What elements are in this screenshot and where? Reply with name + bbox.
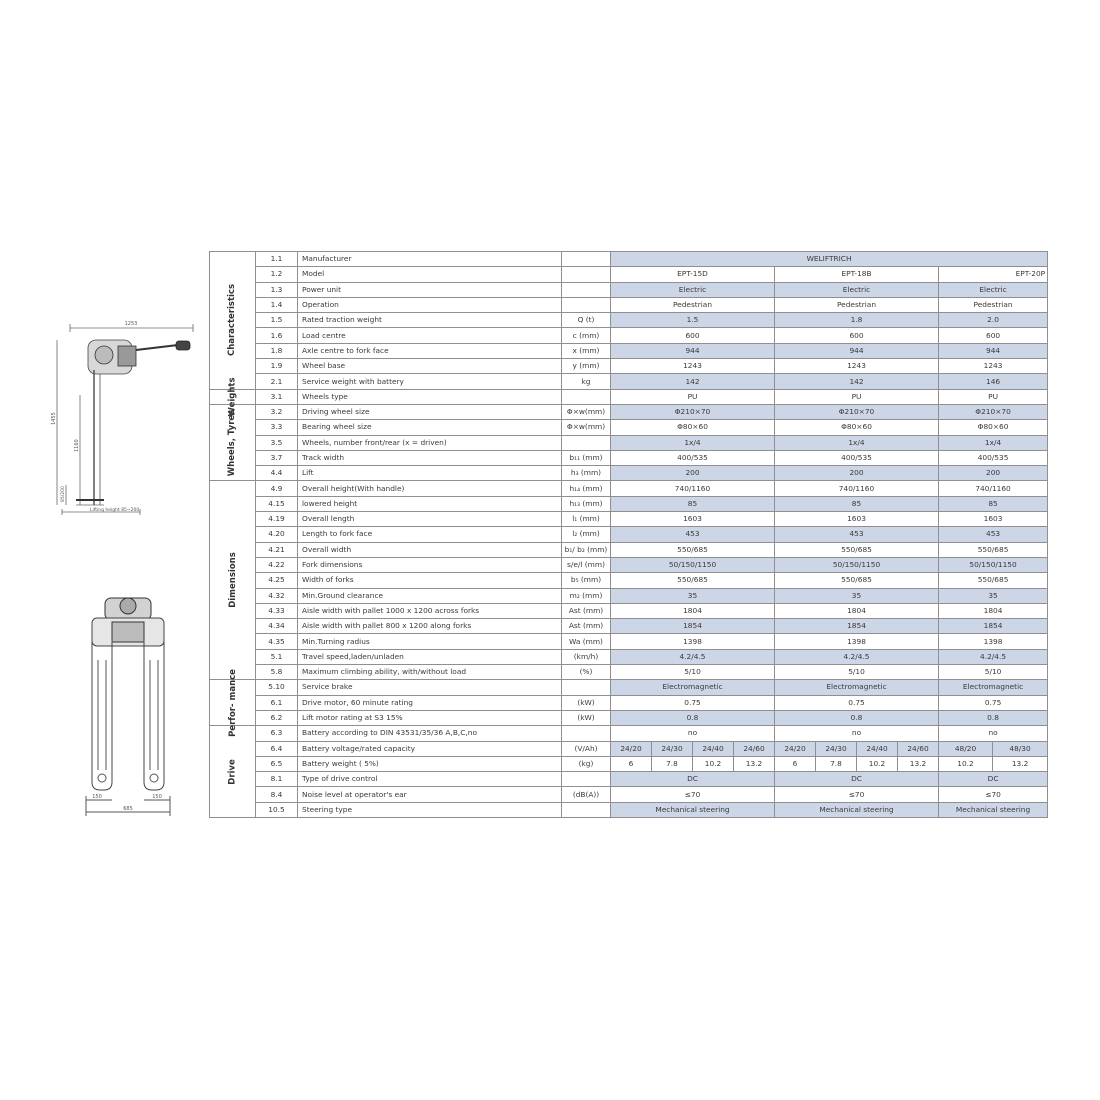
spec-value: 600 — [775, 328, 939, 343]
spec-value: no — [939, 726, 1048, 741]
row-number: 3.7 — [256, 450, 298, 465]
spec-value: 142 — [611, 374, 775, 389]
row-unit: b₅ (mm) — [562, 573, 611, 588]
row-number: 6.4 — [256, 741, 298, 756]
spec-row — [210, 603, 1048, 618]
spec-row — [210, 527, 1048, 542]
spec-row — [210, 435, 1048, 450]
row-number: 5.8 — [256, 665, 298, 680]
spec-value: 35 — [775, 588, 939, 603]
spec-value: 740/1160 — [775, 481, 939, 496]
row-label: Width of forks — [298, 573, 562, 588]
row-unit: c (mm) — [562, 328, 611, 343]
row-number: 6.3 — [256, 726, 298, 741]
row-label: Lift — [298, 466, 562, 481]
spec-row — [210, 374, 1048, 389]
spec-value: 550/685 — [939, 542, 1048, 557]
spec-row — [210, 420, 1048, 435]
spec-value: 4.2/4.5 — [611, 649, 775, 664]
row-unit: b₁₁ (mm) — [562, 450, 611, 465]
spec-row — [210, 328, 1048, 343]
front-view-drawing — [86, 598, 170, 816]
spec-value: 400/535 — [775, 450, 939, 465]
row-unit — [562, 802, 611, 817]
row-label: Operation — [298, 297, 562, 312]
row-label: Driving wheel size — [298, 404, 562, 419]
row-number: 4.4 — [256, 466, 298, 481]
group-label-cell — [210, 252, 256, 390]
row-unit: Ast (mm) — [562, 619, 611, 634]
row-number: 1.2 — [256, 267, 298, 282]
manufacturer-value: WELIFTRICH — [611, 252, 1048, 267]
spec-value: 4.2/4.5 — [775, 649, 939, 664]
group-label: Weights — [227, 377, 238, 417]
row-label: Aisle width with pallet 1000 x 1200 across forks — [298, 603, 562, 618]
spec-row — [210, 389, 1048, 404]
spec-row — [210, 267, 1048, 282]
spec-value: Electric — [775, 282, 939, 297]
row-number: 8.1 — [256, 772, 298, 787]
row-unit: (kg) — [562, 756, 611, 771]
spec-value: 400/535 — [939, 450, 1048, 465]
spec-row — [210, 466, 1048, 481]
row-unit: l₁ (mm) — [562, 512, 611, 527]
spec-value: 50/150/1150 — [939, 557, 1048, 572]
row-unit: Q (t) — [562, 313, 611, 328]
spec-value: 13.2 — [734, 756, 775, 771]
row-unit: l₂ (mm) — [562, 527, 611, 542]
row-label: Wheels, number front/rear (x = driven) — [298, 435, 562, 450]
spec-value: 944 — [939, 343, 1048, 358]
row-unit: h₁₄ (mm) — [562, 481, 611, 496]
row-unit: (V/Ah) — [562, 741, 611, 756]
row-unit: Wa (mm) — [562, 634, 611, 649]
spec-value: 453 — [775, 527, 939, 542]
row-number: 1.9 — [256, 359, 298, 374]
spec-row — [210, 557, 1048, 572]
row-unit — [562, 267, 611, 282]
spec-value: 0.8 — [611, 710, 775, 725]
side-view-drawing — [57, 324, 193, 515]
spec-value: Mechanical steering — [775, 802, 939, 817]
spec-value: 1243 — [939, 359, 1048, 374]
row-label: Travel speed,laden/unladen — [298, 649, 562, 664]
model-value: EPT-18B — [775, 267, 939, 282]
row-label: Service weight with battery — [298, 374, 562, 389]
spec-value: no — [775, 726, 939, 741]
row-unit: Φ×w(mm) — [562, 420, 611, 435]
spec-value: 48/20 — [939, 741, 993, 756]
row-number: 4.33 — [256, 603, 298, 618]
spec-value: Mechanical steering — [611, 802, 775, 817]
side-dim-low: 85/200 — [61, 486, 66, 502]
spec-value: DC — [775, 772, 939, 787]
spec-value: 1398 — [611, 634, 775, 649]
spec-row — [210, 741, 1048, 756]
group-label-cell — [210, 404, 256, 480]
spec-value: no — [611, 726, 775, 741]
row-label: Type of drive control — [298, 772, 562, 787]
spec-value: 1854 — [939, 619, 1048, 634]
spec-value: Φ210×70 — [939, 404, 1048, 419]
row-number: 6.1 — [256, 695, 298, 710]
row-number: 2.1 — [256, 374, 298, 389]
spec-value: 5/10 — [611, 665, 775, 680]
spec-row — [210, 726, 1048, 741]
spec-row — [210, 512, 1048, 527]
spec-value: Pedestrian — [939, 297, 1048, 312]
spec-value: Pedestrian — [611, 297, 775, 312]
spec-value: 0.8 — [939, 710, 1048, 725]
row-label: Bearing wheel size — [298, 420, 562, 435]
row-number: 5.10 — [256, 680, 298, 695]
spec-value: Φ80×60 — [775, 420, 939, 435]
spec-value: 1.8 — [775, 313, 939, 328]
spec-value: 1x/4 — [939, 435, 1048, 450]
spec-value: Electromagnetic — [939, 680, 1048, 695]
row-label: Aisle width with pallet 800 x 1200 along forks — [298, 619, 562, 634]
spec-row — [210, 695, 1048, 710]
row-label: Power unit — [298, 282, 562, 297]
row-label: Lift motor rating at S3 15% — [298, 710, 562, 725]
row-unit: (dB(A)) — [562, 787, 611, 802]
row-number: 4.20 — [256, 527, 298, 542]
spec-value: 1x/4 — [775, 435, 939, 450]
spec-value: 5/10 — [775, 665, 939, 680]
group-label-cell — [210, 668, 256, 737]
spec-value: 1804 — [611, 603, 775, 618]
row-unit: Ast (mm) — [562, 603, 611, 618]
spec-value: 740/1160 — [611, 481, 775, 496]
spec-value: 5/10 — [939, 665, 1048, 680]
group-label-cell — [210, 377, 256, 417]
spec-value: 24/20 — [611, 741, 652, 756]
row-label: Battery voltage/rated capacity — [298, 741, 562, 756]
spec-value: 550/685 — [939, 573, 1048, 588]
row-label: Min.Ground clearance — [298, 588, 562, 603]
spec-row — [210, 619, 1048, 634]
row-number: 1.1 — [256, 252, 298, 267]
row-unit: (km/h) — [562, 649, 611, 664]
spec-value: 85 — [939, 496, 1048, 511]
row-unit: (kW) — [562, 710, 611, 725]
spec-value: 400/535 — [611, 450, 775, 465]
group-label-cell — [210, 726, 256, 818]
spec-value: 944 — [775, 343, 939, 358]
spec-value: 0.75 — [611, 695, 775, 710]
row-unit: m₂ (mm) — [562, 588, 611, 603]
spec-value: 453 — [611, 527, 775, 542]
spec-row — [210, 313, 1048, 328]
row-unit: s/e/l (mm) — [562, 557, 611, 572]
spec-value: 50/150/1150 — [775, 557, 939, 572]
spec-value: Φ80×60 — [611, 420, 775, 435]
row-number: 1.5 — [256, 313, 298, 328]
row-unit: h₁₃ (mm) — [562, 496, 611, 511]
row-unit — [562, 726, 611, 741]
row-number: 3.2 — [256, 404, 298, 419]
spec-value: 24/20 — [775, 741, 816, 756]
spec-row — [210, 787, 1048, 802]
spec-value: 85 — [775, 496, 939, 511]
spec-value: 142 — [775, 374, 939, 389]
spec-value: 550/685 — [775, 542, 939, 557]
row-unit: y (mm) — [562, 359, 611, 374]
row-unit: b₁/ b₂ (mm) — [562, 542, 611, 557]
group-label: Characteristics — [227, 284, 238, 357]
row-number: 8.4 — [256, 787, 298, 802]
spec-value: Electromagnetic — [611, 680, 775, 695]
model-value: EPT-20P — [939, 267, 1048, 282]
spec-value: 24/60 — [734, 741, 775, 756]
row-number: 6.2 — [256, 710, 298, 725]
spec-value: 48/30 — [993, 741, 1048, 756]
lifting-height-label: Lifting height 85~200 — [90, 508, 140, 513]
spec-value: PU — [775, 389, 939, 404]
row-number: 4.22 — [256, 557, 298, 572]
spec-value: 10.2 — [939, 756, 993, 771]
spec-row — [210, 680, 1048, 695]
spec-row — [210, 252, 1048, 267]
row-label: Drive motor, 60 minute rating — [298, 695, 562, 710]
spec-row — [210, 282, 1048, 297]
spec-value: 24/40 — [857, 741, 898, 756]
spec-value: 7.8 — [816, 756, 857, 771]
row-label: Manufacturer — [298, 252, 562, 267]
spec-row — [210, 542, 1048, 557]
row-label: Axle centre to fork face — [298, 343, 562, 358]
spec-row — [210, 710, 1048, 725]
spec-value: 10.2 — [693, 756, 734, 771]
row-label: Noise level at operator's ear — [298, 787, 562, 802]
spec-value: 1854 — [775, 619, 939, 634]
spec-value: 10.2 — [857, 756, 898, 771]
row-number: 3.3 — [256, 420, 298, 435]
front-dim-right: 150 — [152, 794, 162, 800]
row-number: 3.5 — [256, 435, 298, 450]
row-label: lowered height — [298, 496, 562, 511]
spec-value: 0.75 — [775, 695, 939, 710]
row-label: Battery weight ( 5%) — [298, 756, 562, 771]
row-number: 1.8 — [256, 343, 298, 358]
front-dim-width: 685 — [123, 806, 133, 812]
spec-row — [210, 404, 1048, 419]
spec-value: Pedestrian — [775, 297, 939, 312]
spec-row — [210, 756, 1048, 771]
spec-value: 1603 — [939, 512, 1048, 527]
row-number: 6.5 — [256, 756, 298, 771]
row-number: 4.15 — [256, 496, 298, 511]
spec-value: Electric — [611, 282, 775, 297]
spec-value: 1x/4 — [611, 435, 775, 450]
spec-value: 550/685 — [611, 542, 775, 557]
spec-value: 200 — [939, 466, 1048, 481]
spec-value: 600 — [611, 328, 775, 343]
spec-row — [210, 496, 1048, 511]
spec-value: 1854 — [611, 619, 775, 634]
front-dim-left: 150 — [92, 794, 102, 800]
group-label: Perfor- mance — [227, 668, 238, 737]
spec-value: 1603 — [611, 512, 775, 527]
spec-row — [210, 359, 1048, 374]
row-unit — [562, 389, 611, 404]
spec-value: 1.5 — [611, 313, 775, 328]
row-label: Service brake — [298, 680, 562, 695]
spec-value: Electromagnetic — [775, 680, 939, 695]
row-number: 4.21 — [256, 542, 298, 557]
spec-value: 550/685 — [611, 573, 775, 588]
spec-value: 1603 — [775, 512, 939, 527]
row-unit — [562, 282, 611, 297]
spec-row — [210, 297, 1048, 312]
spec-value: 24/30 — [652, 741, 693, 756]
spec-value: 6 — [611, 756, 652, 771]
spec-row — [210, 772, 1048, 787]
side-dim-height-a: 1455 — [51, 412, 57, 425]
row-label: Overall height(With handle) — [298, 481, 562, 496]
spec-value: 740/1160 — [939, 481, 1048, 496]
spec-value: DC — [939, 772, 1048, 787]
row-label: Min.Turning radius — [298, 634, 562, 649]
row-number: 1.4 — [256, 297, 298, 312]
spec-row — [210, 649, 1048, 664]
row-unit — [562, 435, 611, 450]
spec-value: 600 — [939, 328, 1048, 343]
spec-row — [210, 343, 1048, 358]
spec-value: 453 — [939, 527, 1048, 542]
spec-value: ≤70 — [611, 787, 775, 802]
group-label: Dimensions — [227, 552, 238, 609]
spec-value: 24/30 — [816, 741, 857, 756]
spec-value: 1804 — [939, 603, 1048, 618]
row-number: 4.25 — [256, 573, 298, 588]
spec-value: 4.2/4.5 — [939, 649, 1048, 664]
spec-value: ≤70 — [939, 787, 1048, 802]
side-dim-top: 1253 — [124, 321, 138, 327]
row-number: 4.34 — [256, 619, 298, 634]
spec-value: Φ80×60 — [939, 420, 1048, 435]
spec-value: 35 — [611, 588, 775, 603]
spec-value: 200 — [775, 466, 939, 481]
spec-value: 1243 — [775, 359, 939, 374]
spec-value: 50/150/1150 — [611, 557, 775, 572]
group-label: Drive — [227, 758, 238, 785]
row-label: Length to fork face — [298, 527, 562, 542]
spec-value: 0.75 — [939, 695, 1048, 710]
row-label: Track width — [298, 450, 562, 465]
spec-value: Φ210×70 — [775, 404, 939, 419]
spec-value: Electric — [939, 282, 1048, 297]
spec-value: 7.8 — [652, 756, 693, 771]
row-number: 4.19 — [256, 512, 298, 527]
row-label: Overall width — [298, 542, 562, 557]
spec-value: PU — [939, 389, 1048, 404]
spec-value: 6 — [775, 756, 816, 771]
row-unit — [562, 297, 611, 312]
spec-row — [210, 450, 1048, 465]
spec-value: 146 — [939, 374, 1048, 389]
spec-value: 35 — [939, 588, 1048, 603]
row-number: 3.1 — [256, 389, 298, 404]
spec-value: 24/40 — [693, 741, 734, 756]
row-unit — [562, 772, 611, 787]
spec-value: ≤70 — [775, 787, 939, 802]
model-value: EPT-15D — [611, 267, 775, 282]
row-number: 4.9 — [256, 481, 298, 496]
spec-value: 1804 — [775, 603, 939, 618]
spec-value: 85 — [611, 496, 775, 511]
spec-row — [210, 588, 1048, 603]
row-unit: (kW) — [562, 695, 611, 710]
spec-row — [210, 665, 1048, 680]
row-unit: kg — [562, 374, 611, 389]
spec-row — [210, 634, 1048, 649]
row-number: 4.32 — [256, 588, 298, 603]
spec-value: 1398 — [775, 634, 939, 649]
row-label: Model — [298, 267, 562, 282]
spec-value: 1398 — [939, 634, 1048, 649]
spec-value: 550/685 — [775, 573, 939, 588]
row-label: Fork dimensions — [298, 557, 562, 572]
row-number: 5.1 — [256, 649, 298, 664]
row-label: Overall length — [298, 512, 562, 527]
row-unit: (%) — [562, 665, 611, 680]
spec-value: PU — [611, 389, 775, 404]
row-number: 10.5 — [256, 802, 298, 817]
spec-table — [209, 251, 1048, 818]
spec-row — [210, 573, 1048, 588]
spec-value: 24/60 — [898, 741, 939, 756]
spec-value: 13.2 — [898, 756, 939, 771]
row-label: Rated traction weight — [298, 313, 562, 328]
spec-value: 13.2 — [993, 756, 1048, 771]
row-unit — [562, 252, 611, 267]
row-label: Load centre — [298, 328, 562, 343]
spec-value: 200 — [611, 466, 775, 481]
row-label: Battery according to DIN 43531/35/36 A,B,C,no — [298, 726, 562, 741]
spec-value: Φ210×70 — [611, 404, 775, 419]
row-unit: x (mm) — [562, 343, 611, 358]
spec-value: 0.8 — [775, 710, 939, 725]
spec-row — [210, 481, 1048, 496]
group-label-cell — [210, 481, 256, 680]
spec-value: Mechanical steering — [939, 802, 1048, 817]
spec-value: 944 — [611, 343, 775, 358]
spec-value: DC — [611, 772, 775, 787]
row-number: 1.3 — [256, 282, 298, 297]
row-unit: Φ×w(mm) — [562, 404, 611, 419]
row-unit — [562, 680, 611, 695]
row-label: Wheel base — [298, 359, 562, 374]
row-label: Maximum climbing ability, with/without load — [298, 665, 562, 680]
group-label: Wheels, Tyres — [227, 409, 238, 476]
row-number: 4.35 — [256, 634, 298, 649]
spec-row — [210, 802, 1048, 817]
spec-value: 1243 — [611, 359, 775, 374]
side-dim-height-b: 1160 — [74, 439, 80, 452]
row-number: 1.6 — [256, 328, 298, 343]
row-label: Wheels type — [298, 389, 562, 404]
row-label: Steering type — [298, 802, 562, 817]
row-unit: h₃ (mm) — [562, 466, 611, 481]
spec-value: 2.0 — [939, 313, 1048, 328]
